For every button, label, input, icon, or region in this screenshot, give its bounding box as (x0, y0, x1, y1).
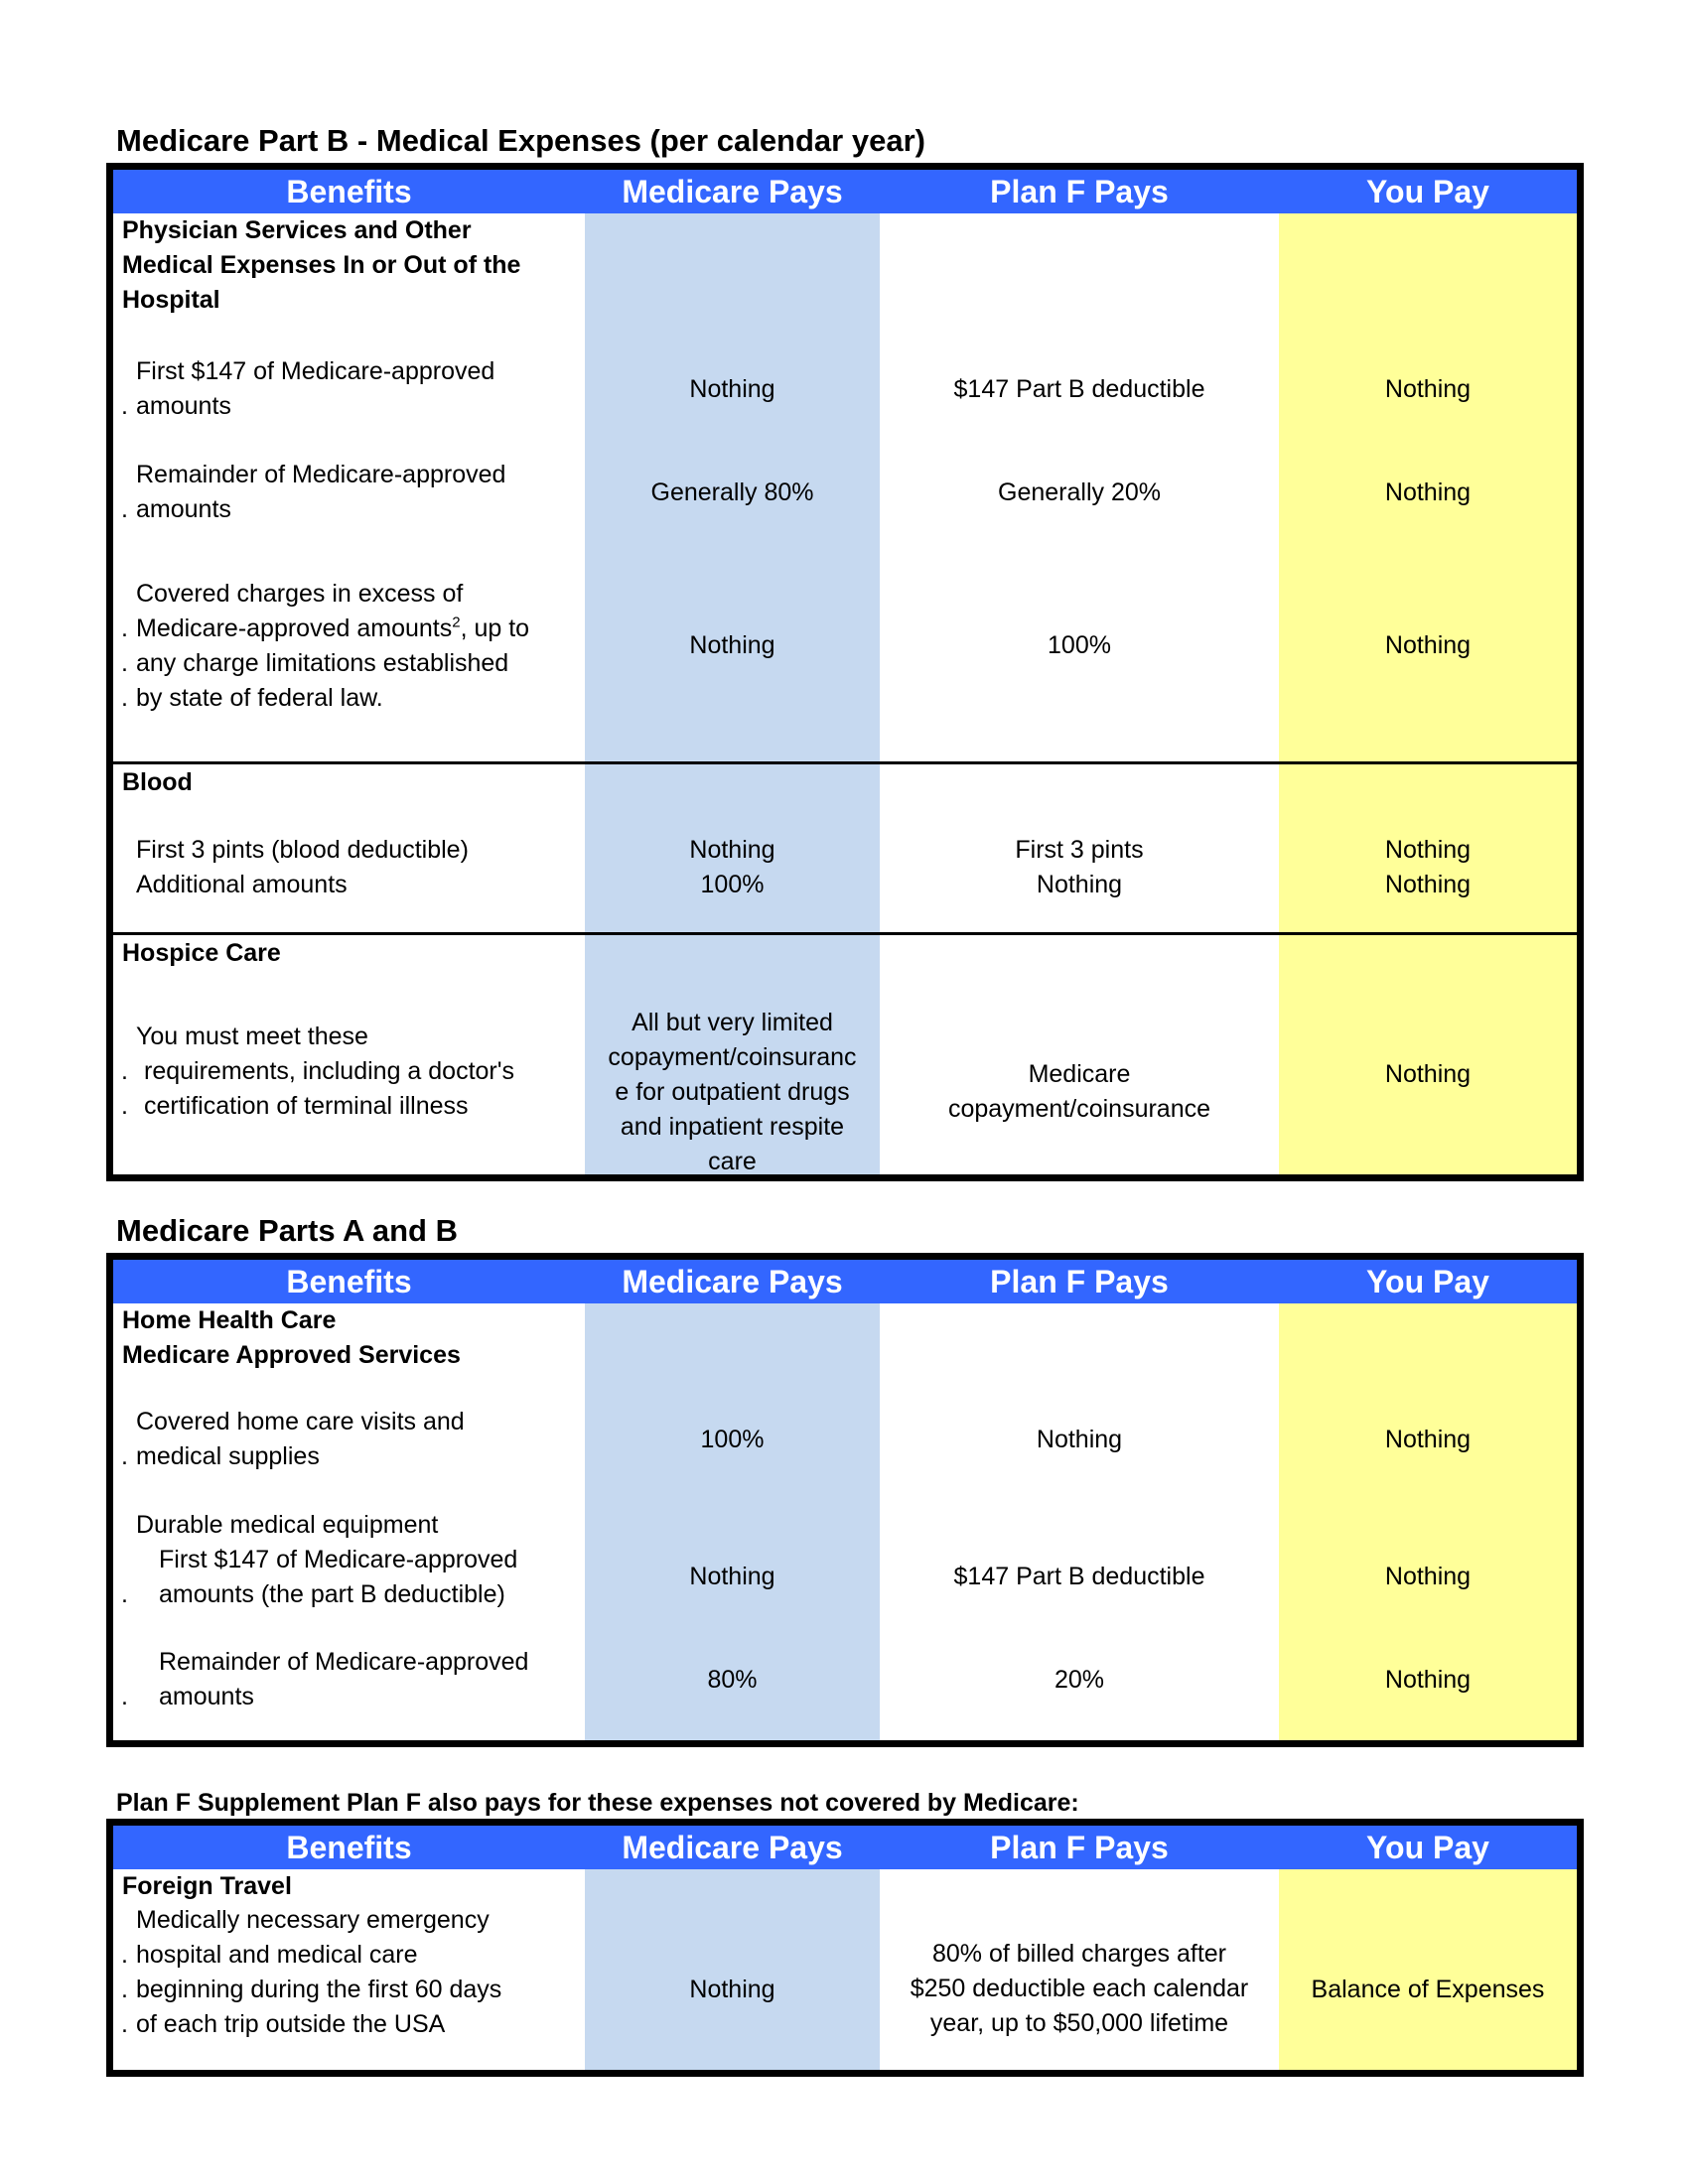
section-title-plan-f-extra: Plan F Supplement Plan F also pays for these expenses not covered by Medicare: (116, 1789, 1079, 1817)
group-title-line: Medicare Approved Services (122, 1341, 461, 1369)
benefit-line: amounts (136, 392, 231, 420)
header-you-pay: You Pay (1366, 1830, 1489, 1865)
you-value-row-3: Nothing (1279, 628, 1577, 663)
group-title-home-health (122, 1303, 461, 1373)
you-value-blood (1279, 833, 1577, 902)
part-b-table (106, 163, 1584, 1181)
group-title-line: Hospital (122, 286, 220, 314)
group-title-hospice: Hospice Care (122, 939, 281, 967)
planf-value-hospice (880, 1057, 1279, 1127)
benefit-line: Medicare-approved amounts (136, 614, 453, 642)
header-benefits: Benefits (286, 1830, 412, 1865)
benefit-line: of each trip outside the USA (136, 2010, 446, 2038)
planf-value-row-1: $147 Part B deductible (953, 375, 1205, 403)
benefit-line: Covered charges in excess of (136, 580, 464, 608)
benefit-line: First 3 pints (blood deductible) (136, 836, 469, 864)
foreign-travel-table (106, 1819, 1584, 2077)
you-value-home-row-2: Nothing (1279, 1560, 1577, 1594)
you-value-home-row-1: Nothing (1279, 1423, 1577, 1457)
you-value-hospice: Nothing (1279, 1057, 1577, 1092)
row-divider (113, 761, 1577, 764)
value-line: All but very limited (632, 1009, 833, 1036)
benefit-line: Durable medical equipment (136, 1511, 439, 1539)
medicare-value-foreign-travel: Nothing (585, 1973, 880, 2007)
marker: . (121, 1683, 128, 1710)
medicare-value-home-row-1: 100% (585, 1423, 880, 1457)
value-line: copayment/coinsuranc (608, 1043, 857, 1071)
value-line: Nothing (689, 836, 775, 864)
planf-value-home-row-1: Nothing (1036, 1426, 1123, 1453)
benefit-line: First $147 of Medicare-approved (136, 357, 495, 385)
marker: . (121, 1442, 128, 1470)
benefit-line: requirements, including a doctor's (144, 1057, 515, 1085)
marker: . (121, 684, 128, 712)
benefit-home-row-1 (121, 1405, 465, 1474)
header-plan-f-pays: Plan F Pays (990, 1830, 1169, 1865)
planf-value-row-2: Generally 20% (998, 478, 1161, 506)
medicare-value-row-2: Generally 80% (585, 476, 880, 510)
value-line: 100% (700, 871, 765, 898)
benefit-line: amounts (159, 1683, 254, 1710)
benefit-row-3 (121, 577, 530, 716)
benefit-foreign-travel (121, 1903, 502, 2042)
value-line: Nothing (1036, 871, 1123, 898)
benefit-home-row-3 (121, 1645, 529, 1714)
benefit-line: amounts (136, 495, 231, 523)
you-value-home-row-3: Nothing (1279, 1663, 1577, 1698)
group-title-blood: Blood (122, 768, 193, 796)
planf-value-home-row-3: 20% (1054, 1666, 1105, 1694)
parts-a-b-table (106, 1253, 1584, 1747)
value-line: and inpatient respite (620, 1113, 845, 1141)
value-line: care (708, 1148, 757, 1175)
header-you-pay: You Pay (1366, 174, 1489, 209)
marker: . (121, 614, 128, 642)
benefit-line: by state of federal law. (136, 684, 383, 712)
medicare-value-blood (585, 833, 880, 902)
value-line: Medicare (1028, 1060, 1131, 1088)
header-medicare-pays: Medicare Pays (622, 174, 843, 209)
you-value-row-1: Nothing (1279, 372, 1577, 407)
group-title-line: Medical Expenses In or Out of the (122, 251, 521, 279)
benefit-line: amounts (the part B deductible) (159, 1580, 505, 1608)
group-title-line: Home Health Care (122, 1306, 337, 1334)
planf-value-home-row-2: $147 Part B deductible (953, 1563, 1205, 1590)
marker: . (121, 649, 128, 677)
benefit-hospice (121, 1020, 515, 1124)
benefit-home-row-2 (121, 1508, 518, 1612)
value-line: First 3 pints (1015, 836, 1144, 864)
value-line: 80% of billed charges after (931, 1940, 1226, 1968)
benefit-line: You must meet these (136, 1023, 368, 1050)
marker: . (121, 1941, 128, 1969)
table-header (113, 170, 1577, 213)
you-value-foreign-travel: Balance of Expenses (1279, 1973, 1577, 2007)
benefit-line: Additional amounts (136, 871, 348, 898)
section-title-parts-a-b: Medicare Parts A and B (116, 1213, 458, 1248)
group-title-line: Physician Services and Other (122, 216, 472, 244)
header-plan-f-pays: Plan F Pays (990, 174, 1169, 209)
value-line: Nothing (1384, 836, 1472, 864)
section-title-part-b: Medicare Part B - Medical Expenses (per calendar year) (116, 123, 925, 158)
marker: . (121, 1092, 128, 1120)
marker: . (121, 495, 128, 523)
marker: . (121, 1580, 128, 1608)
planf-value-foreign-travel (880, 1937, 1279, 2041)
header-plan-f-pays: Plan F Pays (990, 1264, 1169, 1299)
group-title-physician (122, 213, 520, 318)
value-line: e for outpatient drugs (615, 1078, 850, 1106)
benefit-line: First $147 of Medicare-approved (159, 1546, 518, 1573)
medicare-value-hospice (585, 1006, 880, 1179)
medicare-value-home-row-3: 80% (585, 1663, 880, 1698)
planf-value-blood (880, 833, 1279, 902)
header-benefits: Benefits (286, 174, 412, 209)
header-medicare-pays: Medicare Pays (622, 1264, 843, 1299)
benefit-line: Medically necessary emergency (136, 1906, 490, 1934)
group-title-foreign-travel: Foreign Travel (122, 1872, 292, 1900)
medicare-value-row-3: Nothing (585, 628, 880, 663)
benefit-line: Remainder of Medicare-approved (159, 1648, 529, 1676)
planf-value-row-3: 100% (1048, 631, 1111, 659)
table-header (113, 1260, 1577, 1303)
row-divider (113, 932, 1577, 935)
benefit-line: Remainder of Medicare-approved (136, 461, 506, 488)
header-you-pay: You Pay (1366, 1264, 1489, 1299)
benefit-row-1 (121, 354, 495, 424)
value-line: year, up to $50,000 lifetime (929, 2009, 1229, 2037)
benefit-line: medical supplies (136, 1442, 320, 1470)
benefit-row-2 (121, 458, 506, 527)
table-header (113, 1826, 1577, 1869)
benefit-line: hospital and medical care (136, 1941, 418, 1969)
benefit-line: certification of terminal illness (144, 1092, 469, 1120)
value-line: Nothing (1384, 871, 1472, 898)
you-pay-column-bg (1279, 170, 1577, 1174)
value-line: copayment/coinsurance (947, 1095, 1211, 1123)
header-medicare-pays: Medicare Pays (622, 1830, 843, 1865)
medicare-value-row-1: Nothing (585, 372, 880, 407)
header-benefits: Benefits (286, 1264, 412, 1299)
you-value-row-2: Nothing (1279, 476, 1577, 510)
medicare-value-home-row-2: Nothing (585, 1560, 880, 1594)
benefit-line: beginning during the first 60 days (136, 1976, 502, 2003)
marker: . (121, 1976, 128, 2003)
benefit-line: Covered home care visits and (136, 1408, 465, 1435)
value-line: $250 deductible each calendar (910, 1975, 1249, 2002)
marker: . (121, 2010, 128, 2038)
marker: . (121, 392, 128, 420)
benefit-blood (136, 833, 469, 902)
benefit-line: , up to (460, 614, 530, 642)
benefit-line: any charge limitations established (136, 649, 509, 677)
footnote-marker: 2 (452, 614, 461, 631)
marker: . (121, 1057, 128, 1085)
